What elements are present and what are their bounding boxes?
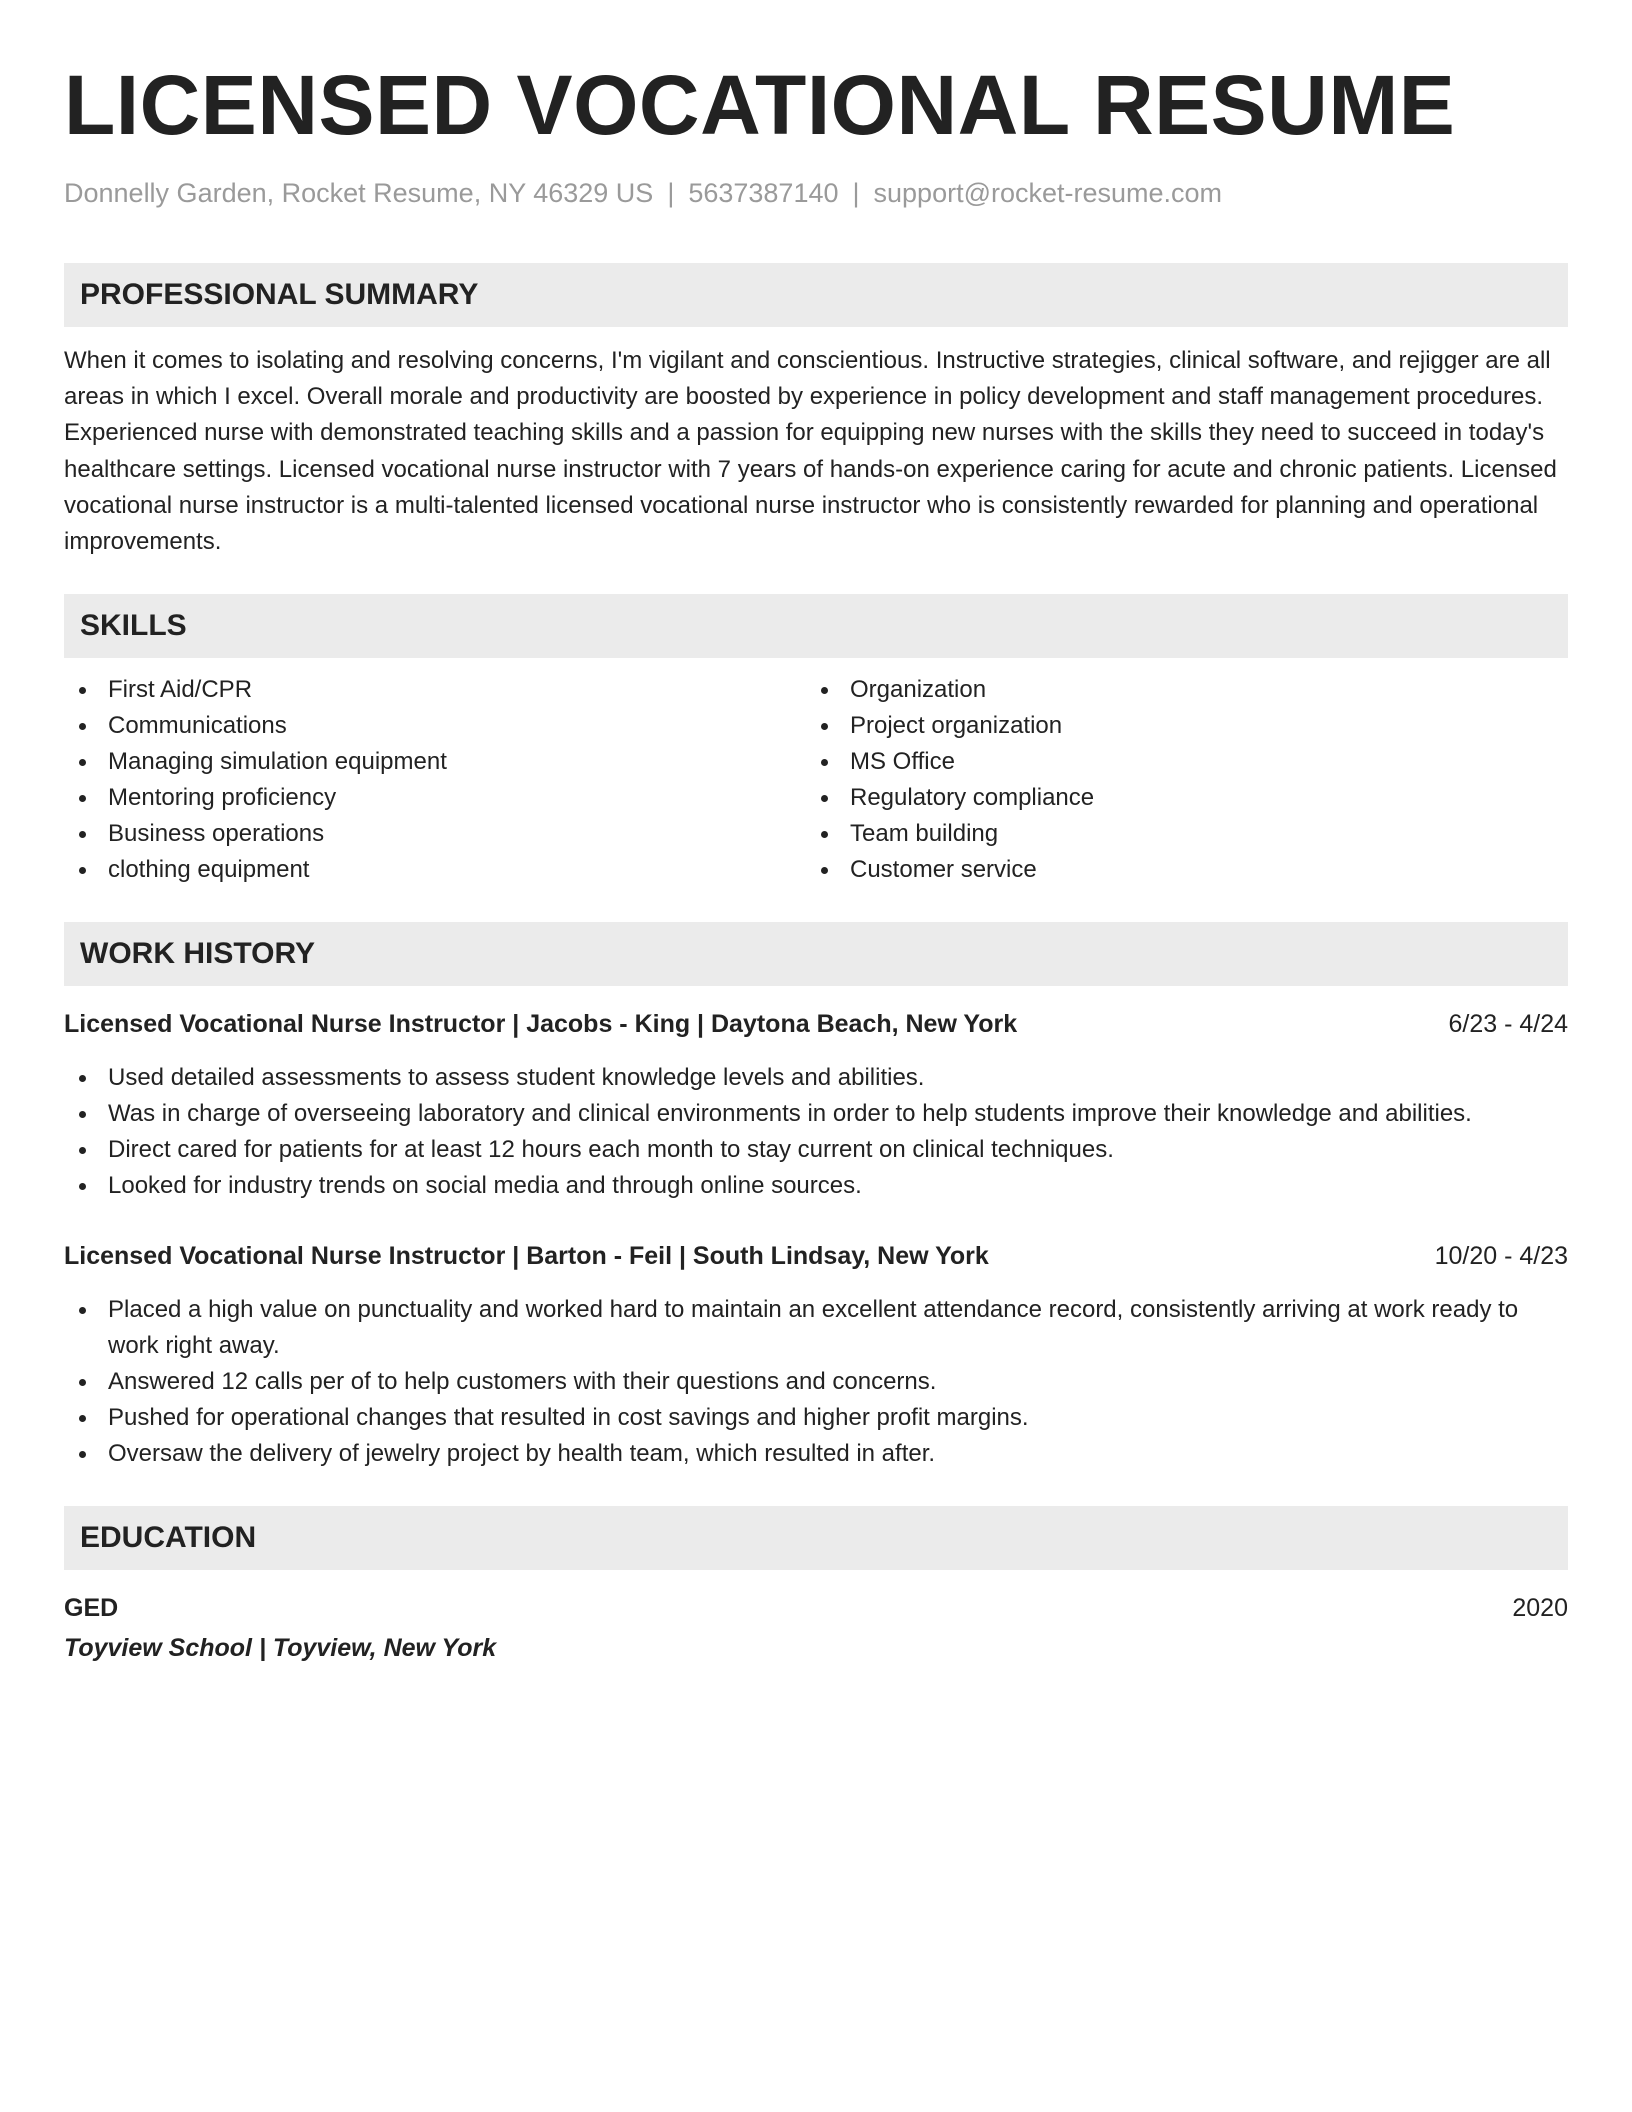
skills-column-right bbox=[806, 672, 1548, 888]
job-bullets bbox=[64, 1060, 1568, 1204]
skill-item: Business operations bbox=[64, 816, 806, 852]
skill-item: MS Office bbox=[806, 744, 1548, 780]
job-bullet: Was in charge of overseeing laboratory and clinical environments in order to help students improve their knowledge and abilities. bbox=[64, 1096, 1568, 1132]
job-dates: 6/23 - 4/24 bbox=[1448, 1010, 1568, 1039]
contact-line bbox=[64, 175, 1568, 211]
skill-item: Project organization bbox=[806, 708, 1548, 744]
education-year: 2020 bbox=[1512, 1594, 1568, 1623]
job-header bbox=[64, 1238, 1568, 1274]
skill-item: First Aid/CPR bbox=[64, 672, 806, 708]
job-bullet: Direct cared for patients for at least 12 hours each month to stay current on clinical techniques. bbox=[64, 1132, 1568, 1168]
job-bullet: Answered 12 calls per of to help customers with their questions and concerns. bbox=[64, 1364, 1568, 1400]
job-bullet: Looked for industry trends on social media and through online sources. bbox=[64, 1168, 1568, 1204]
job-bullets bbox=[64, 1292, 1568, 1472]
skill-item: Regulatory compliance bbox=[806, 780, 1548, 816]
job-bullet: Used detailed assessments to assess student knowledge levels and abilities. bbox=[64, 1060, 1568, 1096]
skills-list bbox=[64, 672, 1568, 888]
section-heading-education: EDUCATION bbox=[64, 1506, 1568, 1570]
resume-title: LICENSED VOCATIONAL RESUME bbox=[64, 58, 1456, 152]
section-heading-work-history: WORK HISTORY bbox=[64, 922, 1568, 986]
contact-separator: | bbox=[852, 178, 860, 208]
skills-column-left bbox=[64, 672, 806, 888]
education-school: Toyview School | Toyview, New York bbox=[64, 1634, 497, 1663]
job-bullet: Oversaw the delivery of jewelry project by health team, which resulted in after. bbox=[64, 1436, 1568, 1472]
section-heading-skills: SKILLS bbox=[64, 594, 1568, 658]
skill-item: Organization bbox=[806, 672, 1548, 708]
summary-text: When it comes to isolating and resolving concerns, I'm vigilant and conscientious. Instructive strategies, clinical software, and rejigger are all areas in which I excel. Overall morale and productivity are boosted by experience in policy development and staff management procedures. Experienced nurse with demonstrated teaching skills and a passion for equipping new nurses with the skills they need to succeed in today's healthcare settings. Licensed vocational nurse instructor with 7 years of hands-on experience caring for acute and chronic patients. Licensed vocational nurse instructor is a multi-talented licensed vocational nurse instructor who is consistently rewarded for planning and operational improvements. bbox=[64, 347, 1557, 556]
job-bullet: Pushed for operational changes that resulted in cost savings and higher profit margins. bbox=[64, 1400, 1568, 1436]
job-header bbox=[64, 1006, 1568, 1042]
job-entry bbox=[64, 1238, 1568, 1472]
job-title: Licensed Vocational Nurse Instructor | Barton - Feil | South Lindsay, New York bbox=[64, 1242, 989, 1271]
skill-item: Communications bbox=[64, 708, 806, 744]
skill-item: Managing simulation equipment bbox=[64, 744, 806, 780]
contact-email: support@rocket-resume.com bbox=[873, 178, 1223, 208]
skill-item: Customer service bbox=[806, 852, 1548, 888]
education-degree: GED bbox=[64, 1594, 119, 1623]
education-header bbox=[64, 1590, 1568, 1626]
job-entry bbox=[64, 1006, 1568, 1204]
contact-separator: | bbox=[667, 178, 675, 208]
skill-item: clothing equipment bbox=[64, 852, 806, 888]
skill-item: Team building bbox=[806, 816, 1548, 852]
skill-item: Mentoring proficiency bbox=[64, 780, 806, 816]
job-title: Licensed Vocational Nurse Instructor | Jacobs - King | Daytona Beach, New York bbox=[64, 1010, 1018, 1039]
section-heading-summary: PROFESSIONAL SUMMARY bbox=[64, 263, 1568, 327]
job-dates: 10/20 - 4/23 bbox=[1434, 1242, 1568, 1271]
contact-address: Donnelly Garden, Rocket Resume, NY 46329 US bbox=[64, 178, 654, 208]
contact-phone: 5637387140 bbox=[688, 178, 839, 208]
job-bullet: Placed a high value on punctuality and worked hard to maintain an excellent attendance record, consistently arriving at work ready to work right away. bbox=[64, 1292, 1568, 1364]
